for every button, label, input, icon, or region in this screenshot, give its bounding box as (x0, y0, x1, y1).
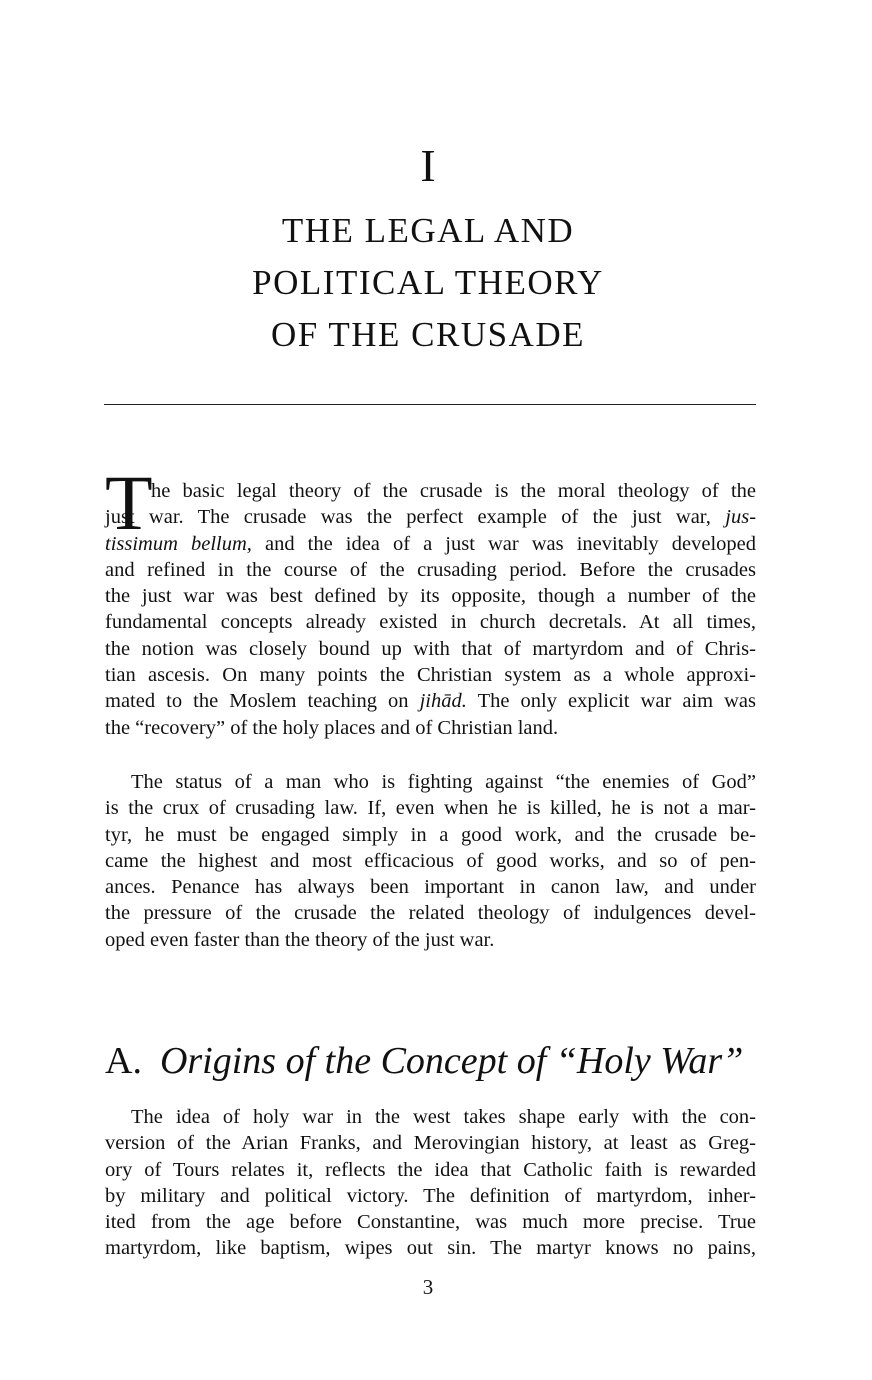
text-line: The status of a man who is fighting against “the enemies of God” (131, 771, 756, 793)
text-line (105, 688, 756, 714)
text-line: ory of Tours relates it, reflects the idea that Catholic faith is rewarded (105, 1158, 756, 1181)
text-line (105, 531, 756, 557)
paragraph-holy-war (105, 1104, 756, 1262)
chapter-title-line: OF THE CRUSADE (270, 315, 585, 354)
chapter-title-line: POLITICAL THEORY (252, 263, 604, 302)
text-line: oped even faster than the theory of the just war. (105, 928, 495, 951)
text-fragment: just war. The crusade was the perfect example of the just war, (105, 506, 711, 529)
text-line: ances. Penance has always been important in canon law, and under (105, 876, 756, 899)
text-fragment: mated to the Moslem teaching on (105, 690, 409, 713)
paragraph-intro (105, 478, 756, 741)
text-line: and refined in the course of the crusading period. Before the crusades (105, 558, 756, 581)
text-fragment: The only explicit war aim was (477, 690, 757, 713)
text-line: by military and political victory. The definition of martyrdom, inher- (105, 1184, 756, 1207)
section-heading (105, 1036, 743, 1086)
text-line: came the highest and most efficacious of good works, and so of pen- (105, 849, 756, 872)
text-line: the notion was closely bound up with that of martyrdom and of Chris- (105, 637, 756, 660)
chapter-title-line: THE LEGAL AND (281, 211, 575, 250)
chapter-title (0, 205, 856, 361)
drop-cap: T (105, 459, 153, 546)
text-line: the “recovery” of the holy places and of Christian land. (105, 716, 559, 739)
paragraph-status (105, 769, 756, 953)
text-line: fundamental concepts already existed in church decretals. At all times, (105, 611, 756, 634)
text-line: is the crux of crusading law. If, even when he is killed, he is not a mar- (105, 797, 756, 820)
text-fragment: and the idea of a just war was inevitably developed (264, 532, 756, 555)
text-line: martyrdom, like baptism, wipes out sin. The martyr knows no pains, (105, 1237, 756, 1260)
section-label: A. (105, 1040, 142, 1082)
text-line: tian ascesis. On many points the Christian system as a whole approxi- (105, 664, 756, 687)
text-line: tyr, he must be engaged simply in a good work, and the crusade be- (105, 823, 756, 846)
text-line: version of the Arian Franks, and Merovingian history, at least as Greg- (105, 1132, 756, 1155)
text-line: The idea of holy war in the west takes shape early with the con- (131, 1106, 756, 1128)
section-title: Origins of the Concept of “Holy War” (159, 1040, 744, 1082)
horizontal-rule (104, 404, 756, 405)
italic-term: jihād. (419, 690, 467, 713)
text-line (105, 504, 756, 530)
text-line: ited from the age before Constantine, was much more precise. True (105, 1211, 756, 1234)
text-line: he basic legal theory of the crusade is the moral theology of the (151, 480, 756, 502)
text-line: the just war was best defined by its opposite, though a number of the (105, 585, 756, 608)
italic-term: tissimum bellum, (105, 532, 252, 555)
page-number: 3 (422, 1275, 434, 1299)
chapter-number: I (420, 140, 436, 191)
text-line: the pressure of the crusade the related theology of indulgences devel- (105, 902, 756, 925)
italic-term: jus- (725, 506, 757, 529)
